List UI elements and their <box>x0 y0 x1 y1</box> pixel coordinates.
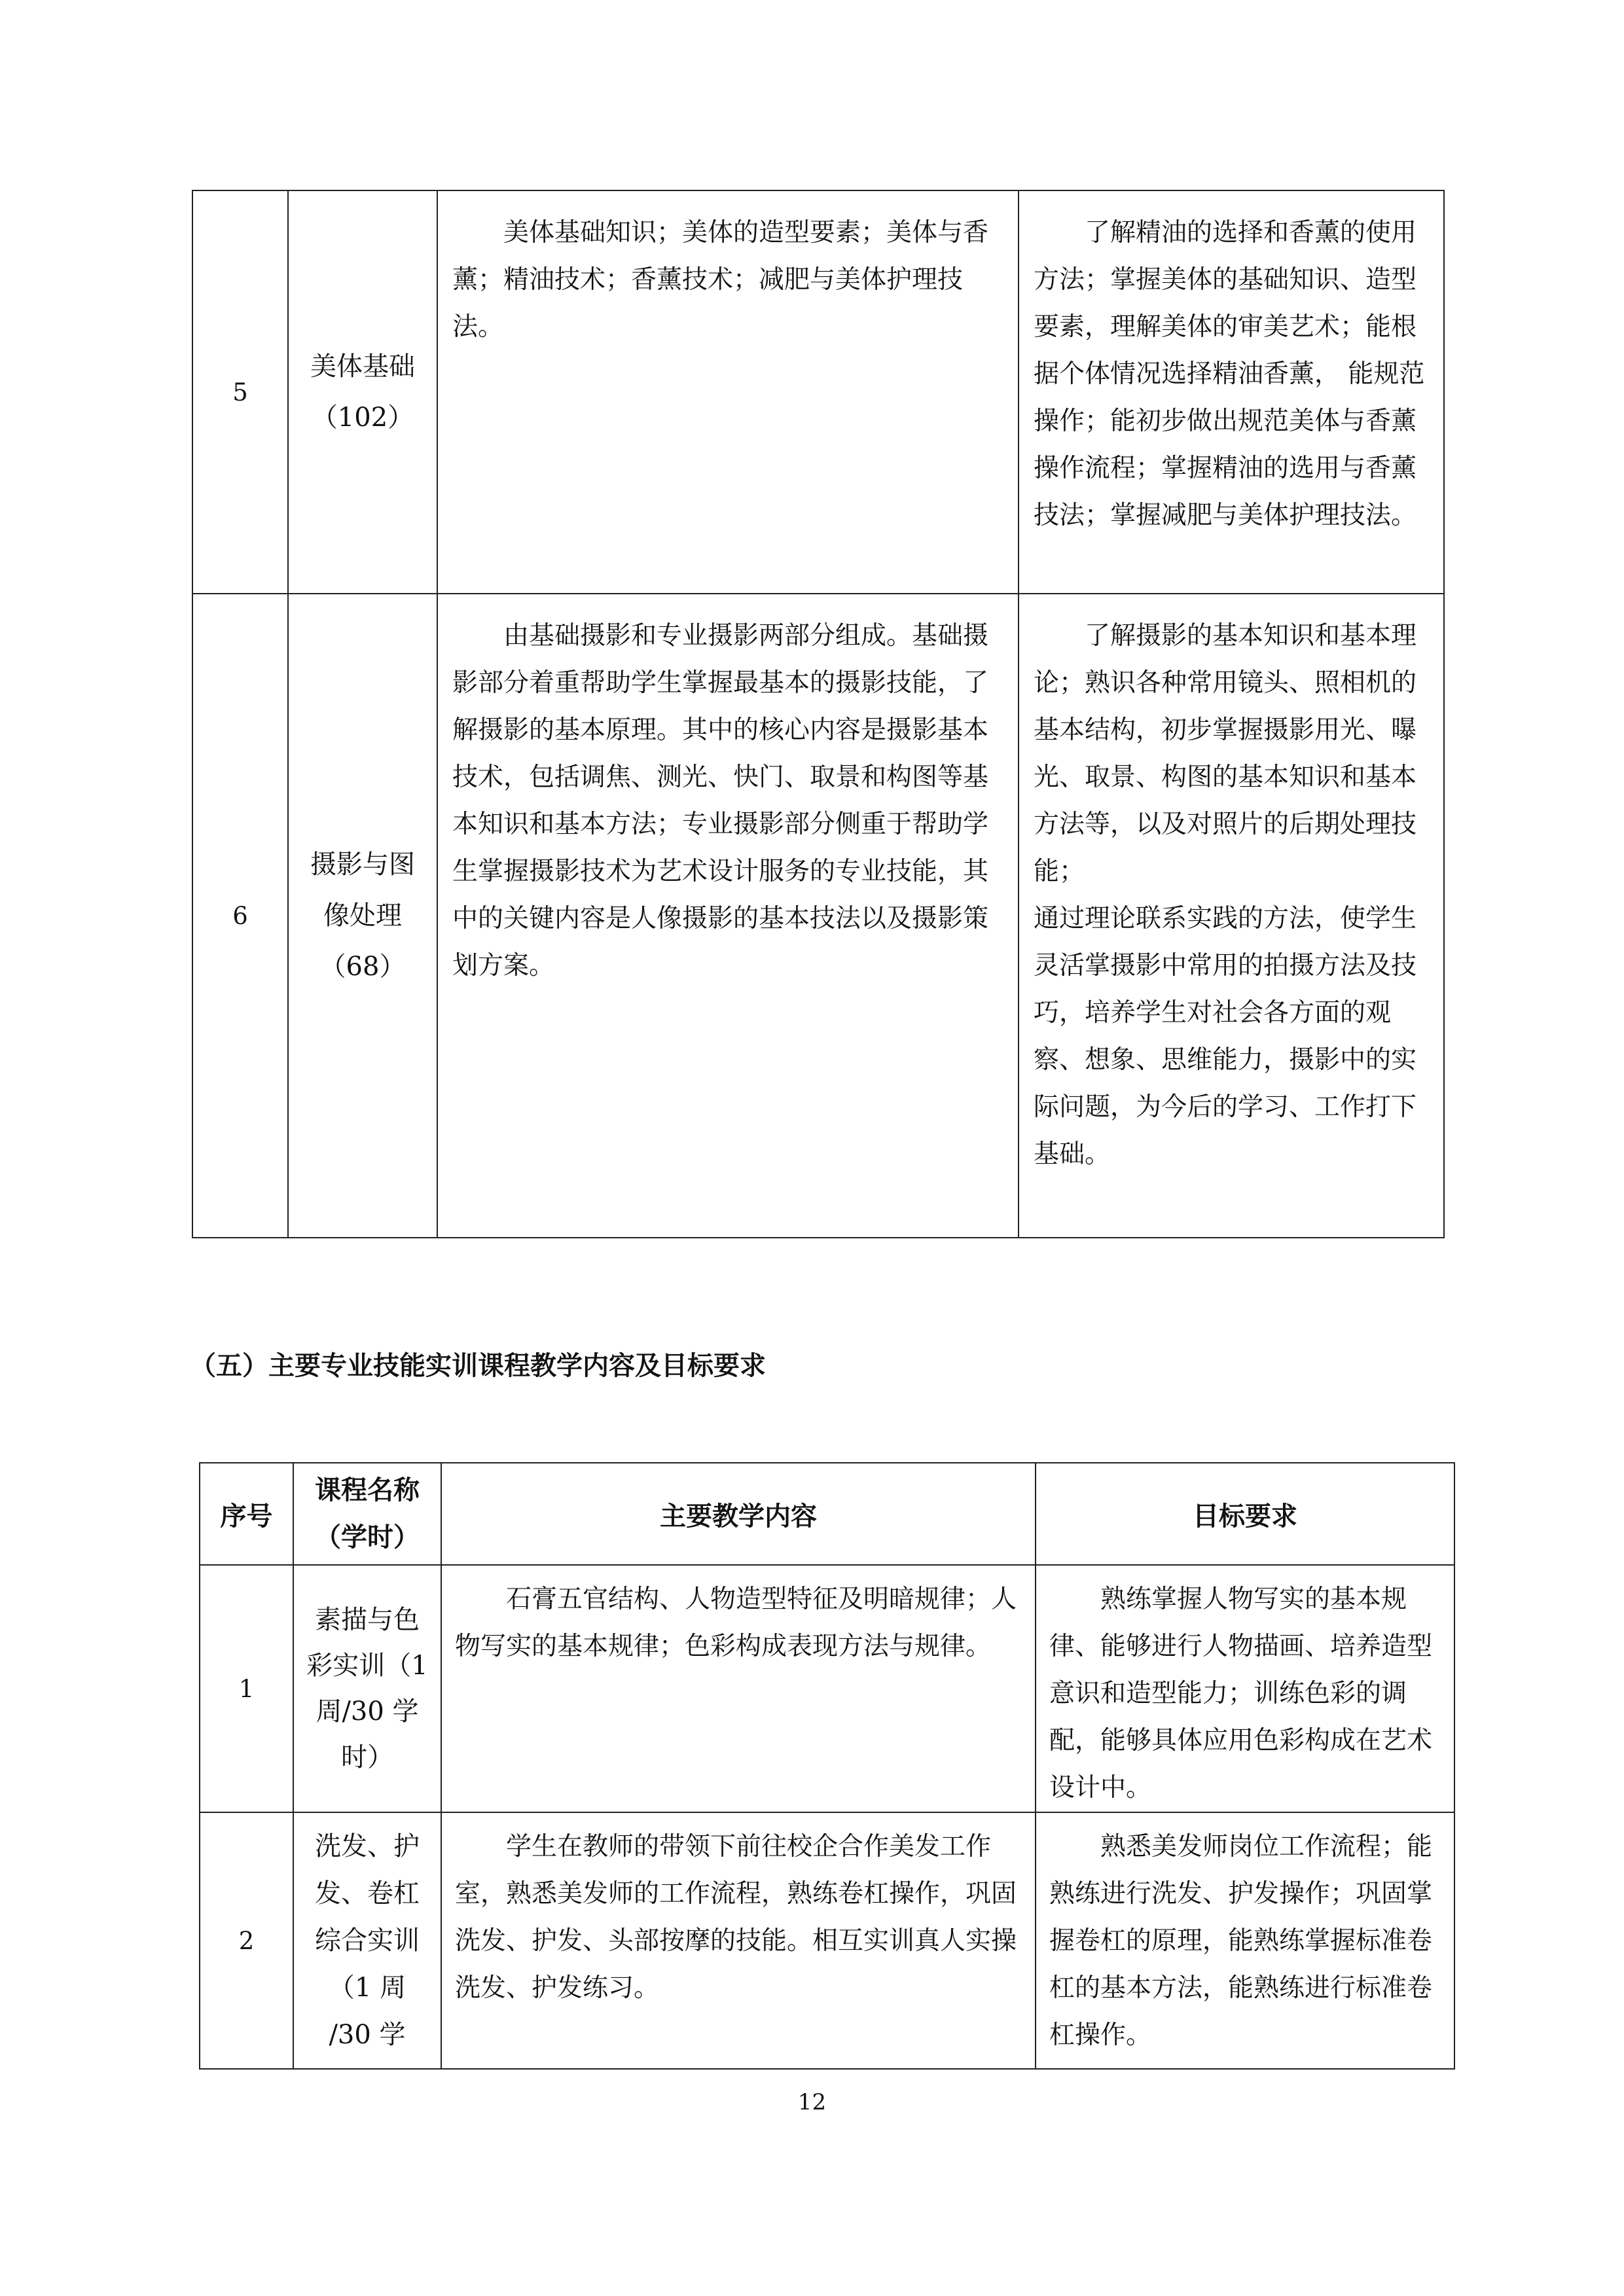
course-name <box>288 594 437 1238</box>
goals-text: 了解精油的选择和香薰的使用方法；掌握美体的基础知识、造型要素，理解美体的审美艺术；能根据个体情况选择精油香薰， 能规范操作；能初步做出规范美体与香薰操作流程；掌握精油的选用与香薰技法；掌握减肥与美体护理技法。 <box>1034 218 1425 530</box>
course-name-line: 综合实训 <box>315 1926 420 1956</box>
course-goals <box>1036 1812 1454 2069</box>
row-number: 2 <box>200 1812 293 2069</box>
course-name-line: 发、卷杠 <box>315 1878 420 1909</box>
content-text: 学生在教师的带领下前往校企合作美发工作室，熟悉美发师的工作流程，熟练卷杠操作，巩固洗发、护发、头部按摩的技能。相互实训真人实操洗发、护发练习。 <box>455 1832 1017 2003</box>
course-name-line: 摄影与图 <box>310 850 415 880</box>
row-number: 5 <box>192 190 288 594</box>
course-name-line: 洗发、护 <box>315 1831 420 1861</box>
page-number: 12 <box>797 2089 827 2115</box>
course-content <box>441 1565 1036 1812</box>
training-course-table <box>199 1462 1455 2070</box>
course-content <box>441 1812 1036 2069</box>
course-name-line: 素描与色 <box>315 1605 420 1635</box>
header-no: 序号 <box>200 1463 293 1565</box>
goals-text: 了解摄影的基本知识和基本理论；熟识各种常用镜头、照相机的基本结构，初步掌握摄影用光、曝光、取景、构图的基本知识和基本方法等，以及对照片的后期处理技能； <box>1034 621 1417 886</box>
course-goals <box>1019 594 1444 1238</box>
table-row <box>200 1565 1454 1812</box>
course-name-line: /30 学 <box>329 2020 406 2050</box>
content-text: 石膏五官结构、人物造型特征及明暗规律；人物写实的基本规律；色彩构成表现方法与规律。 <box>455 1585 1017 1661</box>
course-goals <box>1019 190 1444 594</box>
header-name <box>293 1463 441 1565</box>
course-name-line: （1 周 <box>328 1973 406 2003</box>
course-goals <box>1036 1565 1454 1812</box>
header-name-line: 课程名称 <box>315 1475 420 1505</box>
course-name-line: （102） <box>311 403 414 433</box>
header-name-line: （学时） <box>315 1522 420 1552</box>
course-name-line: 时） <box>341 1742 393 1772</box>
goals-text: 熟练掌握人物写实的基本规律、能够进行人物描画、培养造型意识和造型能力；训练色彩的调配，能够具体应用色彩构成在艺术设计中。 <box>1049 1585 1433 1803</box>
course-name <box>293 1812 441 2069</box>
goals-text: 熟悉美发师岗位工作流程；能熟练进行洗发、护发操作；巩固掌握卷杠的原理，能熟练掌握标准卷杠的基本方法，能熟练进行标准卷杠操作。 <box>1049 1832 1433 2050</box>
course-name-line: 周/30 学 <box>316 1696 419 1727</box>
goals-text: 通过理论联系实践的方法，使学生灵活掌摄影中常用的拍摄方法及技巧，培养学生对社会各方面的观察、想象、思维能力，摄影中的实际问题，为今后的学习、工作打下基础。 <box>1034 904 1417 1169</box>
section-title: （五）主要专业技能实训课程教学内容及目标要求 <box>190 1351 766 1381</box>
header-goals: 目标要求 <box>1036 1463 1454 1565</box>
row-number: 1 <box>200 1565 293 1812</box>
course-name-line: 像处理 <box>323 901 402 931</box>
course-table-continued <box>192 190 1445 1238</box>
course-name <box>293 1565 441 1812</box>
table-row <box>192 594 1444 1238</box>
course-name-line: 美体基础 <box>310 351 415 382</box>
course-content <box>437 594 1019 1238</box>
row-number: 6 <box>192 594 288 1238</box>
course-content <box>437 190 1019 594</box>
content-text: 由基础摄影和专业摄影两部分组成。基础摄影部分着重帮助学生掌握最基本的摄影技能，了解摄影的基本原理。其中的核心内容是摄影基本技术，包括调焦、测光、快门、取景和构图等基本知识和基本方法；专业摄影部分侧重于帮助学生掌握摄影技术为艺术设计服务的专业技能，其中的关键内容是人像摄影的基本技法以及摄影策划方案。 <box>452 621 989 980</box>
table-row <box>200 1812 1454 2069</box>
course-name <box>288 190 437 594</box>
course-name-line: （68） <box>319 952 406 982</box>
content-text: 美体基础知识；美体的造型要素；美体与香薰；精油技术；香薰技术；减肥与美体护理技法。 <box>452 218 989 342</box>
header-content: 主要教学内容 <box>441 1463 1036 1565</box>
course-name-line: 彩实训（1 <box>306 1651 428 1681</box>
table-header-row <box>200 1463 1454 1565</box>
table-row <box>192 190 1444 594</box>
